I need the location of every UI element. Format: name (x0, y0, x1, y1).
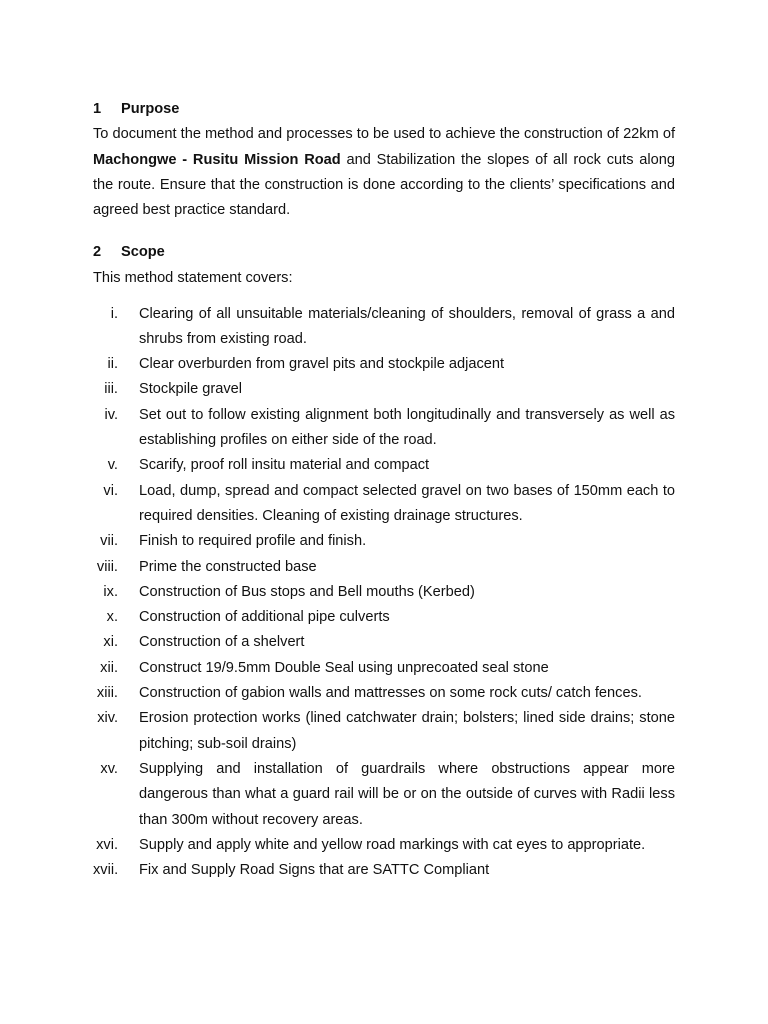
scope-intro: This method statement covers: (93, 269, 293, 286)
list-item (93, 580, 675, 605)
list-item-text: Scarify, proof roll insitu material and compact (139, 457, 430, 474)
list-numeral: xiii. (96, 685, 118, 702)
list-numeral: v. (107, 457, 118, 474)
list-item-text: Supply and apply white and yellow road markings with cat eyes to appropriate. (139, 836, 646, 853)
list-numeral: viii. (96, 558, 118, 575)
section-heading-scope: 2 Scope (93, 244, 165, 261)
list-item-text: Prime the constructed base (139, 558, 317, 575)
list-item (93, 833, 675, 858)
list-item (93, 605, 675, 630)
list-item-text: Construction of a shelvert (139, 634, 305, 651)
list-numeral: xvi. (96, 836, 118, 853)
list-item (93, 656, 675, 681)
list-item (93, 681, 675, 706)
list-item-text: Stockpile gravel (139, 381, 243, 398)
list-item (93, 403, 675, 454)
scope-list (93, 302, 675, 884)
list-numeral: xv. (100, 760, 118, 777)
list-item (93, 352, 675, 377)
list-item (93, 377, 675, 402)
list-numeral: i. (110, 305, 118, 322)
list-item-text: Construct 19/9.5mm Double Seal using unprecoated seal stone (139, 659, 549, 676)
list-item (93, 858, 675, 883)
list-item (93, 529, 675, 554)
list-item (93, 479, 675, 530)
list-numeral: x. (106, 609, 118, 626)
list-numeral: ix. (103, 583, 118, 600)
list-item-text: Supplying and installation of guardrails where obstructions appear more dangerous than what a guard rail will be or on the outside of curves with Radii less than 300m without recovery areas. (139, 760, 675, 828)
list-numeral: xvii. (93, 862, 119, 879)
list-item (93, 706, 675, 757)
list-item-text: Clearing of all unsuitable materials/cleaning of shoulders, removal of grass a and shrubs from existing road. (139, 305, 675, 347)
list-item-text: Set out to follow existing alignment both longitudinally and transversely as well as establishing profiles on either side of the road. (139, 406, 675, 449)
list-item-text: Construction of gabion walls and mattresses on some rock cuts/ catch fences. (139, 685, 642, 702)
purpose-paragraph: To document the method and processes to be used to achieve the construction of 22km of Machongwe - Rusitu Mission Road and Stabilization the slopes of all rock cuts along the route. Ensure that the construction is done according to the clients’ specifications and agreed best practice standard. (93, 126, 675, 219)
list-item-text: Construction of Bus stops and Bell mouths (Kerbed) (139, 583, 475, 600)
list-numeral: ii. (107, 356, 118, 373)
road-name: Machongwe - Rusitu Mission Road (93, 151, 341, 168)
list-numeral: vii. (100, 533, 118, 550)
list-item (93, 757, 675, 833)
list-numeral: iii. (104, 381, 118, 398)
list-numeral: xi. (103, 634, 118, 651)
list-numeral: xiv. (97, 710, 118, 727)
list-item (93, 555, 675, 580)
list-item (93, 630, 675, 655)
list-item-text: Finish to required profile and finish. (139, 533, 367, 550)
list-item-text: Fix and Supply Road Signs that are SATTC Compliant (139, 862, 490, 879)
section-heading-purpose: 1 Purpose (93, 101, 180, 117)
list-item-text: Construction of additional pipe culverts (139, 609, 390, 626)
list-numeral: vi. (103, 482, 118, 499)
list-item (93, 302, 675, 353)
list-item-text: Clear overburden from gravel pits and stockpile adjacent (139, 356, 505, 373)
list-numeral: iv. (104, 406, 118, 423)
list-numeral: xii. (100, 659, 118, 676)
list-item-text: Load, dump, spread and compact selected gravel on two bases of 150mm each to required densities. Cleaning of existing drainage structures. (139, 482, 675, 524)
list-item-text: Erosion protection works (lined catchwater drain; bolsters; lined side drains; stone pitching; sub-soil drains) (139, 710, 675, 752)
list-item (93, 453, 675, 478)
